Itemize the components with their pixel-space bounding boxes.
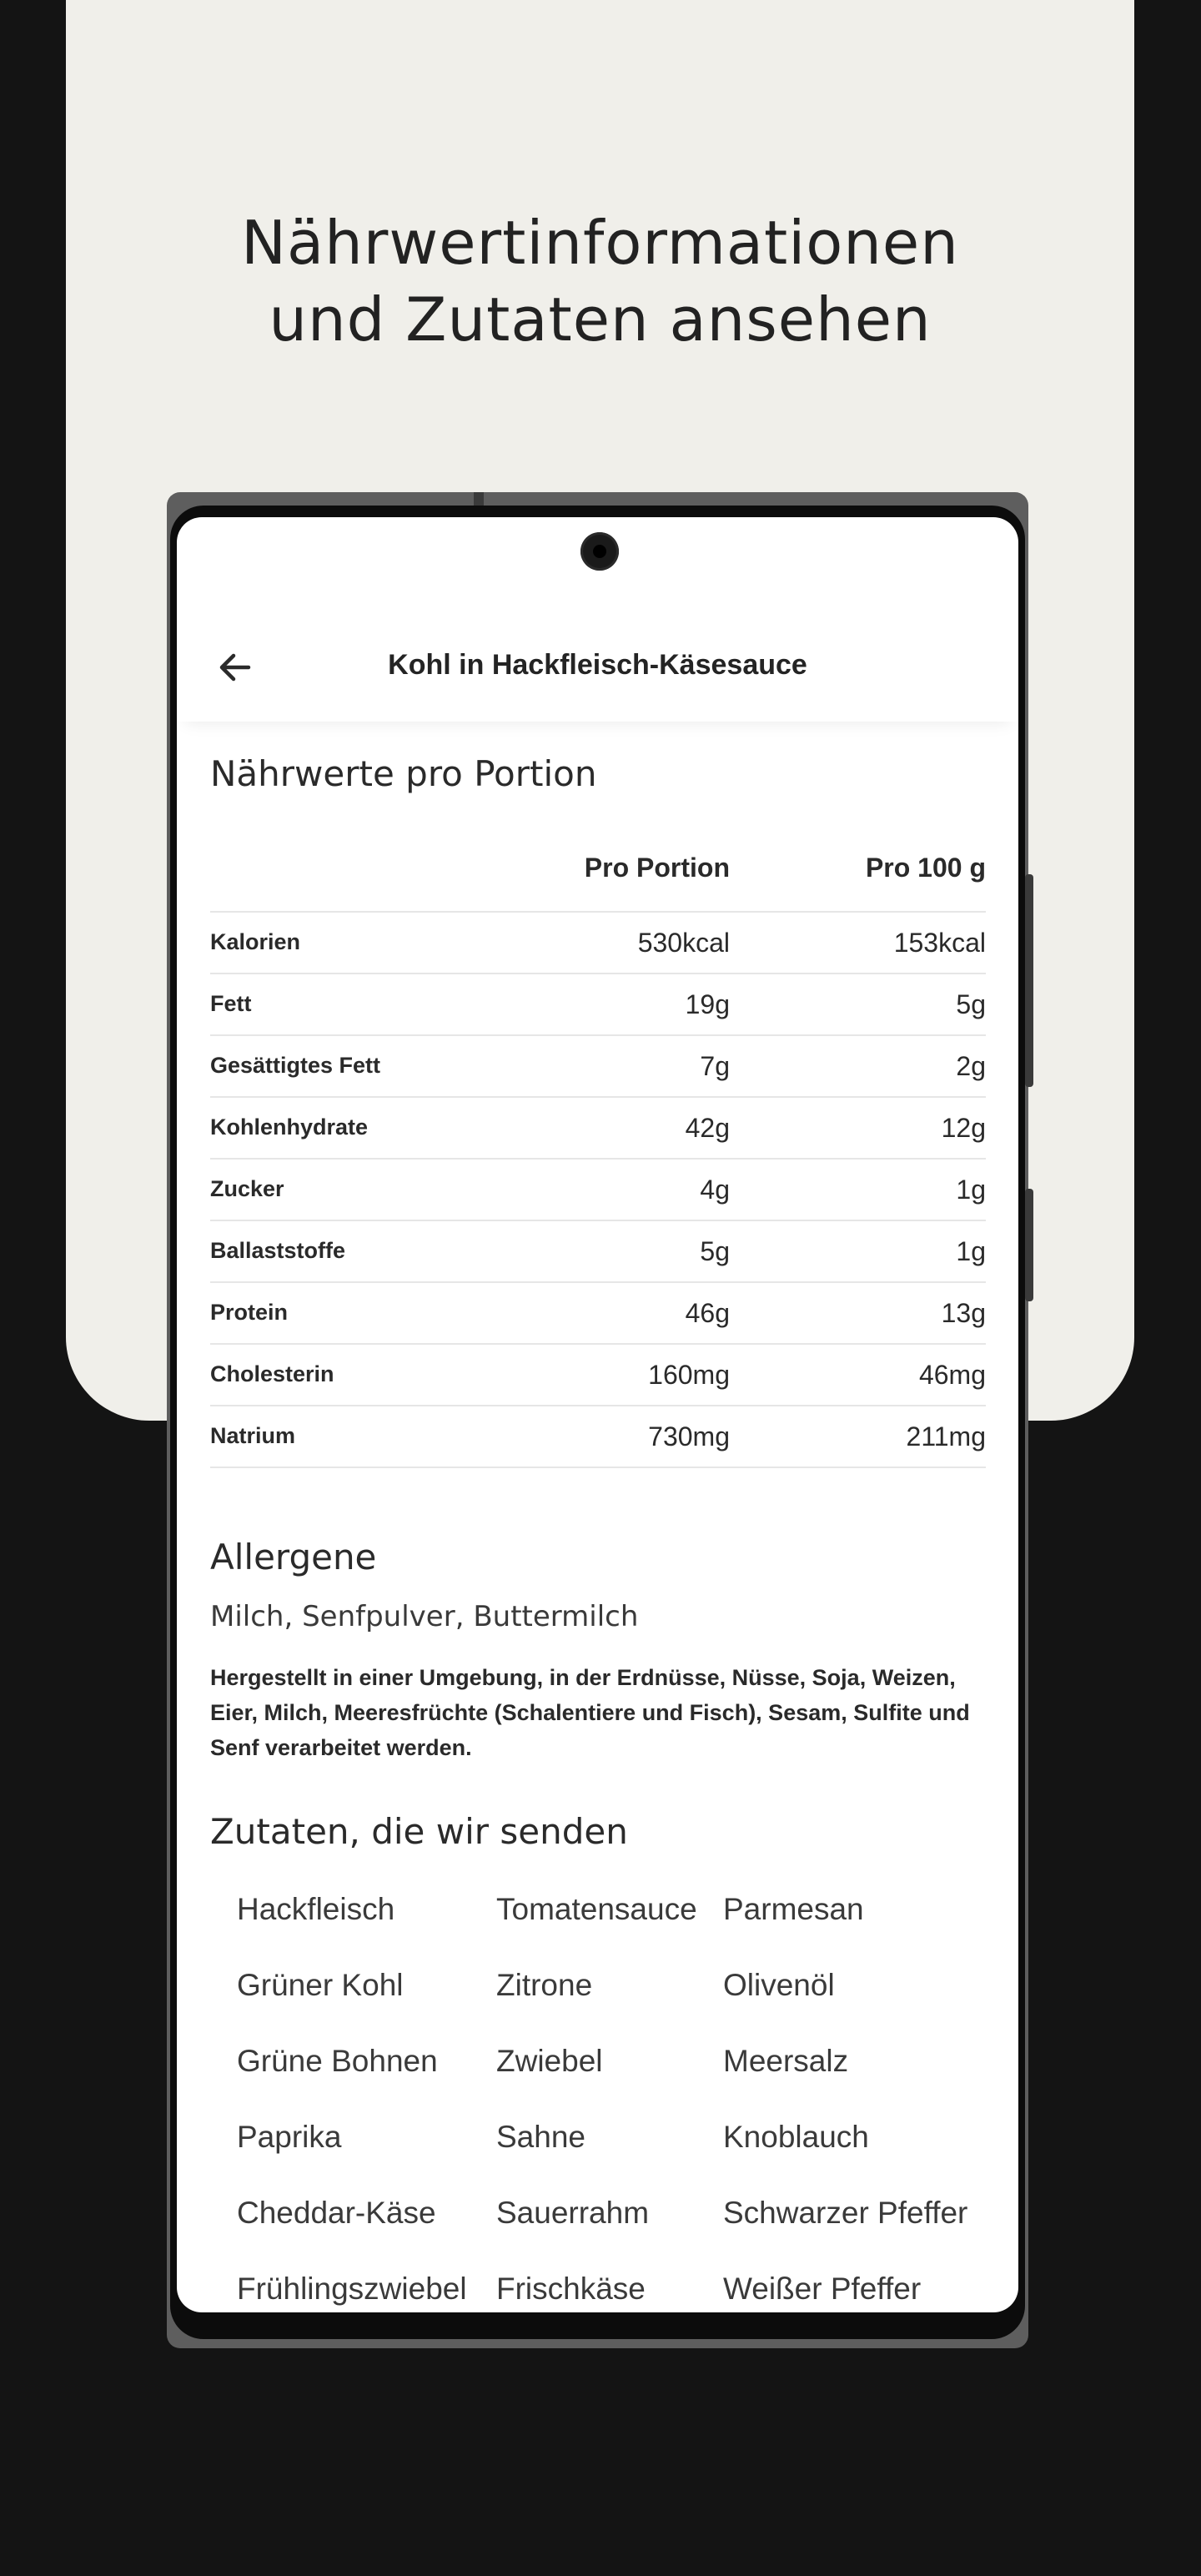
allergens-section-title: Allergene xyxy=(210,1537,377,1577)
nutrient-label: Fett xyxy=(210,991,252,1016)
camera-icon xyxy=(580,532,619,571)
value-per-portion: 530kcal xyxy=(637,928,730,958)
nutrient-label: Zucker xyxy=(210,1176,284,1201)
nutrition-row xyxy=(210,1096,986,1158)
nutrient-label: Ballaststoffe xyxy=(210,1238,346,1263)
ingredient-item: Grüne Bohnen xyxy=(237,2044,438,2078)
headline-line-2: und Zutaten ansehen xyxy=(269,284,932,355)
ingredient-item: Frühlingszwiebel xyxy=(237,2272,467,2306)
value-per-100g: 1g xyxy=(956,1236,986,1266)
nutrient-label: Natrium xyxy=(210,1423,296,1448)
column-header-per-100g: Pro 100 g xyxy=(865,853,986,883)
nutrition-row xyxy=(210,1158,986,1220)
ingredient-item: Tomatensauce xyxy=(496,1892,697,1926)
nutrition-section-title: Nährwerte pro Portion xyxy=(210,753,597,794)
phone-screen xyxy=(177,517,1018,2312)
nutrient-label: Cholesterin xyxy=(210,1361,334,1386)
back-button[interactable] xyxy=(210,642,260,692)
headline-line-1: Nährwertinformationen xyxy=(241,208,959,278)
ingredients-row xyxy=(237,2196,987,2272)
nutrition-row xyxy=(210,1343,986,1405)
ingredient-item: Paprika xyxy=(237,2120,342,2154)
nutrition-table-header xyxy=(210,834,986,911)
phone-volume-button xyxy=(1025,874,1033,1087)
ingredients-row xyxy=(237,2272,987,2312)
ingredient-item: Sahne xyxy=(496,2120,585,2154)
ingredient-item: Weißer Pfeffer xyxy=(723,2272,922,2306)
ingredients-row xyxy=(237,2044,987,2120)
nutrition-row xyxy=(210,973,986,1034)
nutrition-row xyxy=(210,1405,986,1468)
promo-headline xyxy=(66,204,1134,358)
value-per-portion: 7g xyxy=(700,1051,730,1081)
ingredient-item: Olivenöl xyxy=(723,1968,835,2002)
nutrition-row xyxy=(210,1220,986,1281)
nutrient-label: Gesättigtes Fett xyxy=(210,1053,381,1078)
value-per-portion: 5g xyxy=(700,1236,730,1266)
ingredient-item: Hackfleisch xyxy=(237,1892,395,1926)
value-per-100g: 46mg xyxy=(918,1360,986,1390)
nutrient-label: Kalorien xyxy=(210,929,301,954)
ingredient-item: Sauerrahm xyxy=(496,2196,650,2230)
ingredients-row xyxy=(237,2120,987,2196)
value-per-100g: 5g xyxy=(956,989,986,1019)
value-per-100g: 211mg xyxy=(906,1421,986,1452)
ingredient-item: Grüner Kohl xyxy=(237,1968,404,2002)
value-per-100g: 153kcal xyxy=(893,928,986,958)
allergen-notice: Hergestellt in einer Umgebung, in der Erdnüsse, Nüsse, Soja, Weizen, Eier, Milch, Meeresfrüchte (Schalentiere und Fisch), Sesam, Sulfite und Senf verarbeitet werden. xyxy=(210,1665,970,1760)
value-per-portion: 46g xyxy=(685,1298,730,1328)
value-per-portion: 160mg xyxy=(648,1360,730,1390)
ingredient-item: Knoblauch xyxy=(723,2120,869,2154)
ingredient-item: Frischkäse xyxy=(496,2272,646,2306)
ingredient-item: Schwarzer Pfeffer xyxy=(723,2196,968,2230)
ingredient-item: Parmesan xyxy=(723,1892,864,1926)
value-per-portion: 4g xyxy=(700,1175,730,1205)
ingredients-section-title: Zutaten, die wir senden xyxy=(210,1811,628,1852)
value-per-100g: 2g xyxy=(956,1051,986,1081)
ingredient-item: Meersalz xyxy=(723,2044,849,2078)
nutrition-row xyxy=(210,1034,986,1096)
value-per-portion: 42g xyxy=(685,1113,730,1143)
value-per-100g: 1g xyxy=(956,1175,986,1205)
value-per-100g: 12g xyxy=(941,1113,986,1143)
nutrition-row xyxy=(210,1281,986,1343)
allergen-list: Milch, Senfpulver, Buttermilch xyxy=(210,1600,639,1633)
value-per-portion: 19g xyxy=(685,989,730,1019)
nutrition-table xyxy=(210,834,986,1468)
page-title: Kohl in Hackfleisch-Käsesauce xyxy=(388,649,807,681)
app-bar xyxy=(177,617,1018,722)
ingredient-item: Zwiebel xyxy=(496,2044,603,2078)
nutrition-row xyxy=(210,911,986,973)
value-per-portion: 730mg xyxy=(648,1421,730,1452)
nutrient-label: Kohlenhydrate xyxy=(210,1114,369,1140)
ingredients-row xyxy=(237,1968,987,2044)
ingredient-item: Zitrone xyxy=(496,1968,593,2002)
phone-power-button xyxy=(1025,1189,1033,1301)
value-per-100g: 13g xyxy=(941,1298,986,1328)
ingredients-grid xyxy=(237,1892,987,2312)
ingredient-item: Cheddar-Käse xyxy=(237,2196,436,2230)
column-header-per-portion: Pro Portion xyxy=(584,853,730,883)
ingredients-row xyxy=(237,1892,987,1968)
nutrient-label: Protein xyxy=(210,1300,289,1325)
arrow-left-icon xyxy=(215,647,255,687)
